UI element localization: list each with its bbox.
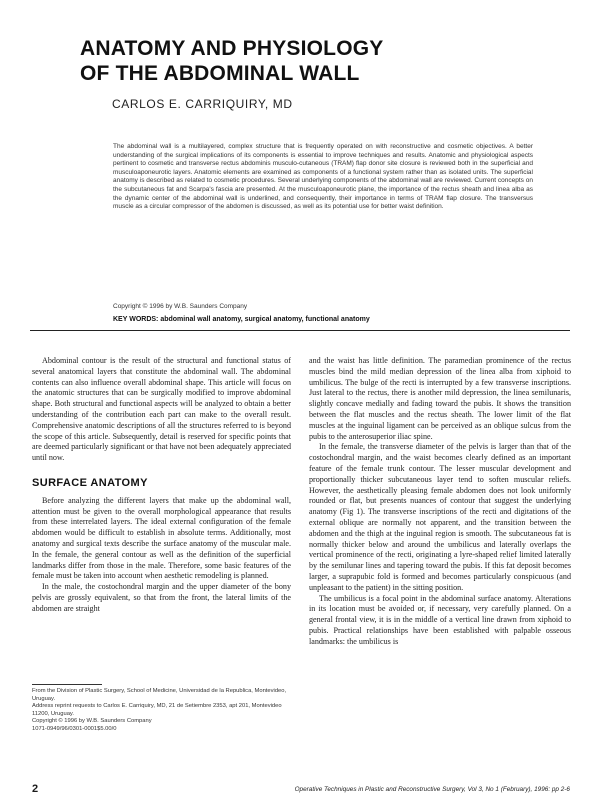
keywords: [113, 316, 543, 323]
left-column: [32, 356, 291, 615]
right-column: [309, 356, 571, 648]
article-title-line-2: OF THE ABDOMINAL WALL: [80, 62, 360, 85]
footnote-code: 1071-0949/96/0301-0001$5.00/0: [32, 725, 117, 732]
footnote-copyright: Copyright © 1996 by W.B. Saunders Company: [32, 718, 152, 725]
right-paragraph-1: and the waist has little definition. The paramedian prominence of the rectus muscles bind the mild median depression of the linea alba from xiphoid to umbilicus. The bulge of the recti is interrupted by a few transverse inscriptions. Just lateral to the rectus, there is another mild depression, the linea semilunaris, slightly concave medially and fading toward the pubis. It shows the transition between the flat muscles and the rectus sheath. The lower limit of the flat muscles at the inguinal ligament can be perceived as an oblique sulcus from the pubis to the anterosuperior iliac spine.: [309, 356, 571, 441]
footnote-reprints: Address reprint requests to Carlos E. Carriquiry, MD, 21 de Setiembre 2353, apt 201, Montevideo 11200, Uruguay.: [32, 703, 282, 717]
abstract-copyright: Copyright © 1996 by W.B. Saunders Company: [113, 303, 248, 310]
keywords-list: abdominal wall anatomy, surgical anatomy, functional anatomy: [160, 316, 370, 323]
footnote-divider: [32, 684, 102, 685]
right-paragraph-3: The umbilicus is a focal point in the abdominal surface anatomy. Alterations in its location must be avoided or, if necessary, very carefully planned. On a general frontal view, it is in the middle of a vertical line drawn from xiphoid to pubis. Practical relationships have been established with palpable osseous landmarks: the umbilicus is: [309, 593, 571, 646]
keywords-label: KEY WORDS:: [113, 316, 159, 323]
running-footer: Operative Techniques in Plastic and Reconstructive Surgery, Vol 3, No 1 (February), 1996: pp 2-6: [294, 786, 570, 793]
right-paragraph-2: In the female, the transverse diameter of the pelvis is larger than that of the costochondral margin, and the waist becomes clearly defined as an important feature of the female trunk contour. The lesser muscular development and proportionally thicker subcutaneous layer tend to soften muscular reliefs. However, the aesthetically pleasing female abdomen does not look uniformly rounded or flat, but presents nuances of contour that suggest the underlying anatomy (Fig 1). The transverse inscriptions of the recti and digitations of the external oblique are normally not apparent, and the transition between the abdomen and the thigh at the inguinal region is smooth. The subcutaneous fat is normally thicker below and around the umbilicus and laterally overlaps the vertical prominence of the recti, originating a lyre-shaped relief limited laterally by the semilunar lines and tapering toward the pubis. If this fat deposit becomes larger, a suprapubic fold is formed and becomes particularly conspicuous (and unpleasant to the patient) in the sitting position.: [309, 442, 571, 592]
page-number: 2: [32, 783, 39, 795]
intro-paragraph: Abdominal contour is the result of the structural and functional status of several anatomical layers that constitute the abdominal wall. The abdominal contents can also influence overall abdominal shape. This article will focus on the anatomic structures that can be surgically modified to improve abdominal shape. Both structural and functional aspects will be analyzed to obtain a better understanding of the contribution each part can make to the overall result. Comprehensive anatomic descriptions of all the structures referred to is beyond the scope of this article. Subsequently, detail is reserved for specific points that are deemed particularly significant or that have not been adequately appreciated until now.: [32, 356, 291, 463]
author-name: CARLOS E. CARRIQUIRY, MD: [112, 97, 293, 111]
article-title-line-1: ANATOMY AND PHYSIOLOGY: [80, 37, 384, 60]
footnotes: [32, 688, 297, 734]
header-divider: [30, 330, 570, 331]
surface-anatomy-paragraph-1: Before analyzing the different layers that make up the abdominal wall, attention must be given to the overall morphological appearance that results from these interrelated layers. The ideal external configuration of the female abdomen would be difficult to establish in absolute terms. Additionally, most anatomy and surgical texts describe the surface anatomy of the muscular male. In the female, the general contour as well as the definition of the superficial landmarks differ from those in the male. Therefore, some basic features of the female must be taken into account when aesthetic remodeling is planned.: [32, 495, 291, 581]
footnote-affiliation: From the Division of Plastic Surgery, School of Medicine, Universidad de la Republica, Montevideo, Uruguay.: [32, 688, 287, 702]
abstract: The abdominal wall is a multilayered, complex structure that is frequently operated on with reconstructive and cosmetic objectives. A better understanding of the surgical implications of its components is essential to improve techniques and results. Anatomic and physiological aspects pertinent to cosmetic and transverse rectus abdominis musculo-cutaneous (TRAM) flap donor site closure is reviewed both in the superficial and musculoaponeurotic layers. Anatomic elements are examined as components of a functional system rather than as isolated units. The superficial anatomy is described as related to cosmetic procedures. Several underlying components of the abdominal wall are reviewed. Current concepts on the subcutaneous fat and Scarpa's fascia are presented. At the musculoaponeurotic plane, the importance of the rectus sheath and linea alba as the dynamic center of the abdominal wall is underlined, and consequently, their importance in terms of TRAM flap closure. The transversus muscle as a circular compressor of the abdomen is discussed, as well as its potential use for better waist definition.: [113, 143, 533, 211]
section-heading-surface-anatomy: SURFACE ANATOMY: [32, 476, 148, 489]
surface-anatomy-paragraph-2: In the male, the costochondral margin and the upper diameter of the bony pelvis are grossly equivalent, so that from the front, the lateral limits of the abdomen are straight: [32, 582, 291, 613]
article-title: [80, 36, 520, 86]
